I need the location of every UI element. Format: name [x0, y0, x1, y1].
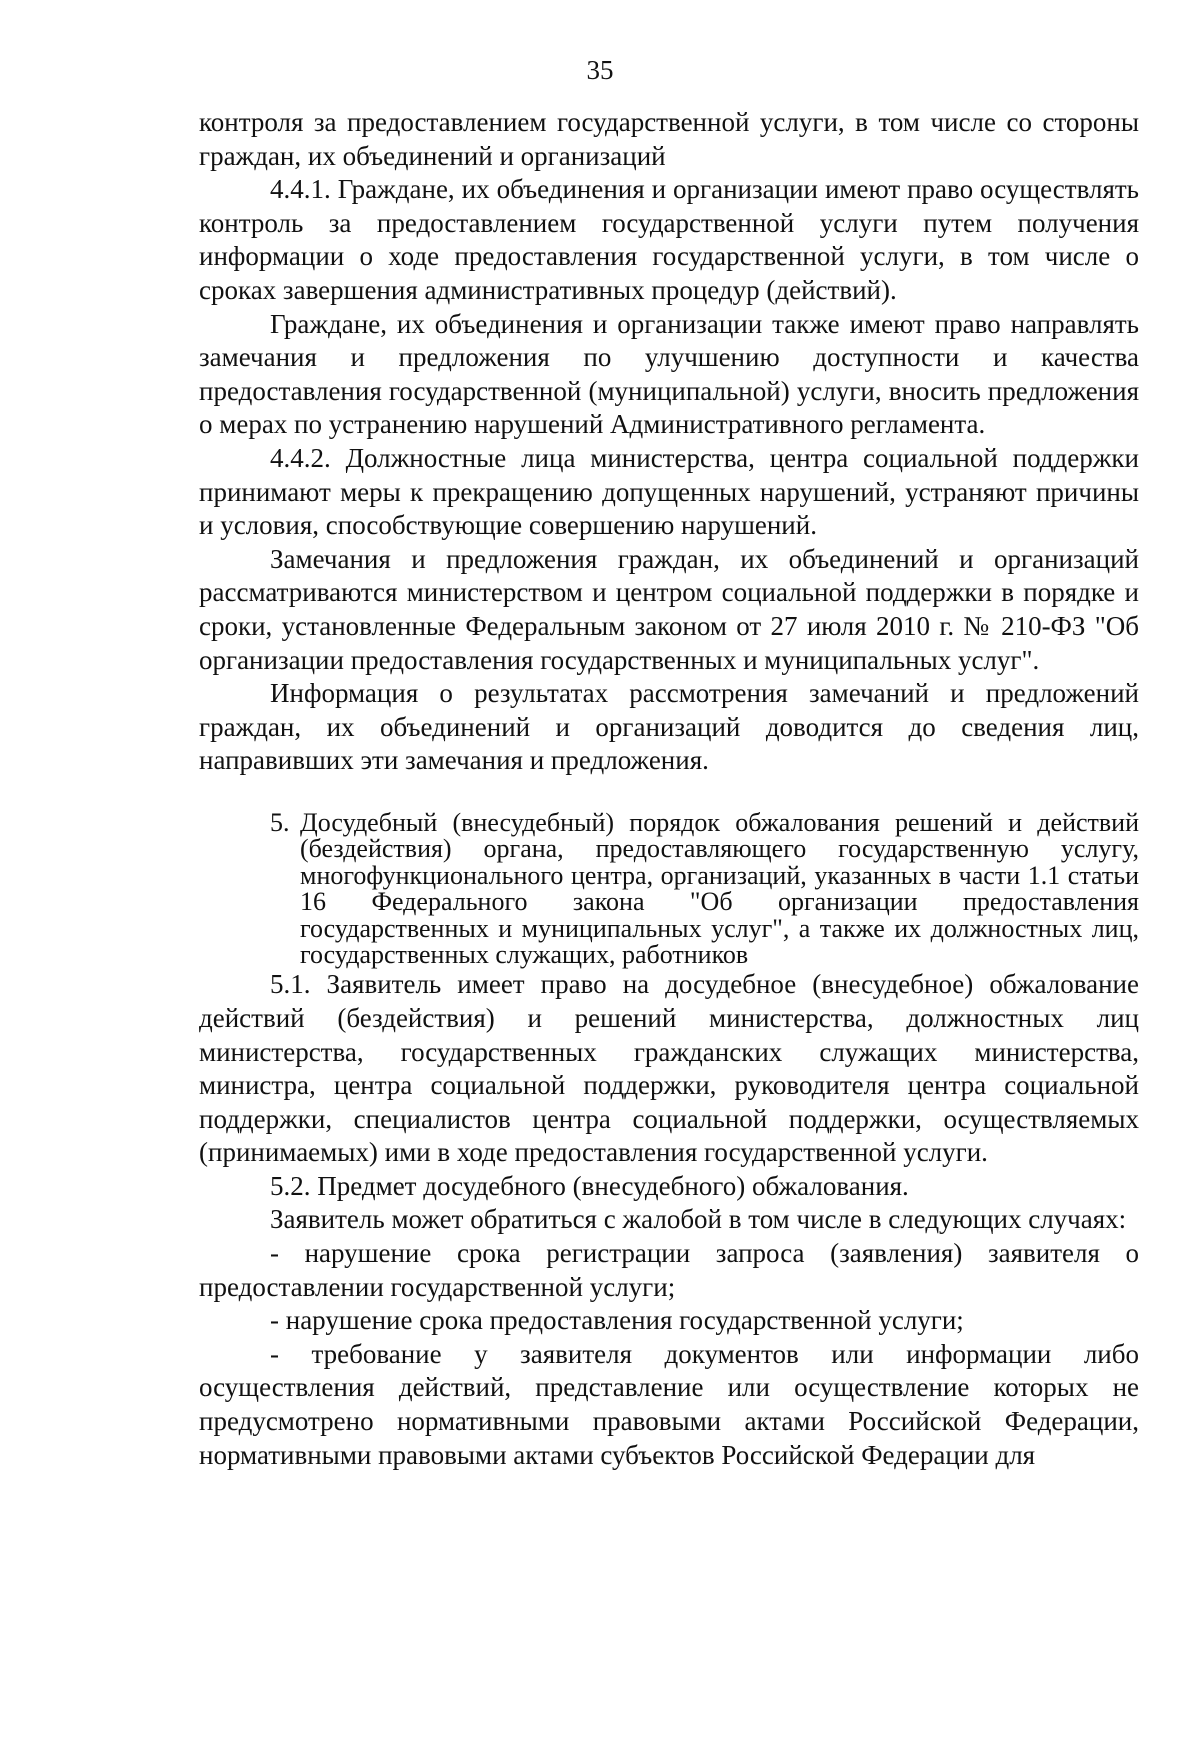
paragraph-4-4-1: 4.4.1. Граждане, их объединения и организации имеют право осуществлять контроль за предоставлением государственной услуги путем получения информации о ходе предоставления государственной услуги, в том числе о сроках завершения административных процедур (действий).	[199, 174, 1139, 305]
paragraph-5-2: 5.2. Предмет досудебного (внесудебного) обжалования.	[270, 1170, 909, 1201]
paragraph: Замечания и предложения граждан, их объединений и организаций рассматриваются министерством и центром социальной поддержки в порядке и сроки, установленные Федеральным законом от 27 июля 2010 г. № 210-ФЗ "Об организации предоставления государственных и муниципальных услуг".	[199, 543, 1139, 675]
paragraph: Граждане, их объединения и организации также имеют право направлять замечания и предложения по улучшению доступности и качества предоставления государственной (муниципальной) услуги, вносить предложения о мерах по устранению нарушений Административного регламента.	[199, 308, 1139, 440]
section-number: 5.	[270, 807, 290, 837]
list-item: - нарушение срока регистрации запроса (заявления) заявителя о предоставлении государственной услуги;	[199, 1238, 1139, 1302]
paragraph: контроля за предоставлением государственной услуги, в том числе со стороны граждан, их объединений и организаций	[199, 107, 1139, 171]
page-number: 35	[586, 55, 614, 85]
document-body	[199, 106, 1139, 1472]
section-title: Досудебный (внесудебный) порядок обжалования решений и действий (бездействия) органа, предоставляющего государственную услугу, многофункционального центра, организаций, указанных в части 1.1 статьи 16 Федерального закона "Об организации предоставления государственных и муниципальных услуг", а также их должностных лиц, государственных служащих, работников	[300, 807, 1139, 969]
paragraph: Информация о результатах рассмотрения замечаний и предложений граждан, их объединений и организаций доводится до сведения лиц, направивших эти замечания и предложения.	[199, 678, 1139, 776]
paragraph-5-1: 5.1. Заявитель имеет право на досудебное (внесудебное) обжалование действий (бездействия) и решений министерства, должностных лиц министерства, государственных гражданских служащих министерства, министра, центра социальной поддержки, руководителя центра социальной поддержки, специалистов центра социальной поддержки, осуществляемых (принимаемых) ими в ходе предоставления государственной услуги.	[199, 969, 1139, 1168]
list-item: - нарушение срока предоставления государственной услуги;	[270, 1305, 964, 1336]
paragraph-4-4-2: 4.4.2. Должностные лица министерства, центра социальной поддержки принимают меры к прекращению допущенных нарушений, устраняют причины и условия, способствующие совершению нарушений.	[199, 442, 1139, 541]
paragraph: Заявитель может обратиться с жалобой в том числе в следующих случаях:	[270, 1204, 1127, 1235]
list-item: - требование у заявителя документов или информации либо осуществления действий, представление или осуществление которых не предусмотрено нормативными правовыми актами Российской Федерации, нормативными правовыми актами субъектов Российской Федерации для	[199, 1338, 1139, 1470]
section-5-heading	[270, 807, 1139, 969]
